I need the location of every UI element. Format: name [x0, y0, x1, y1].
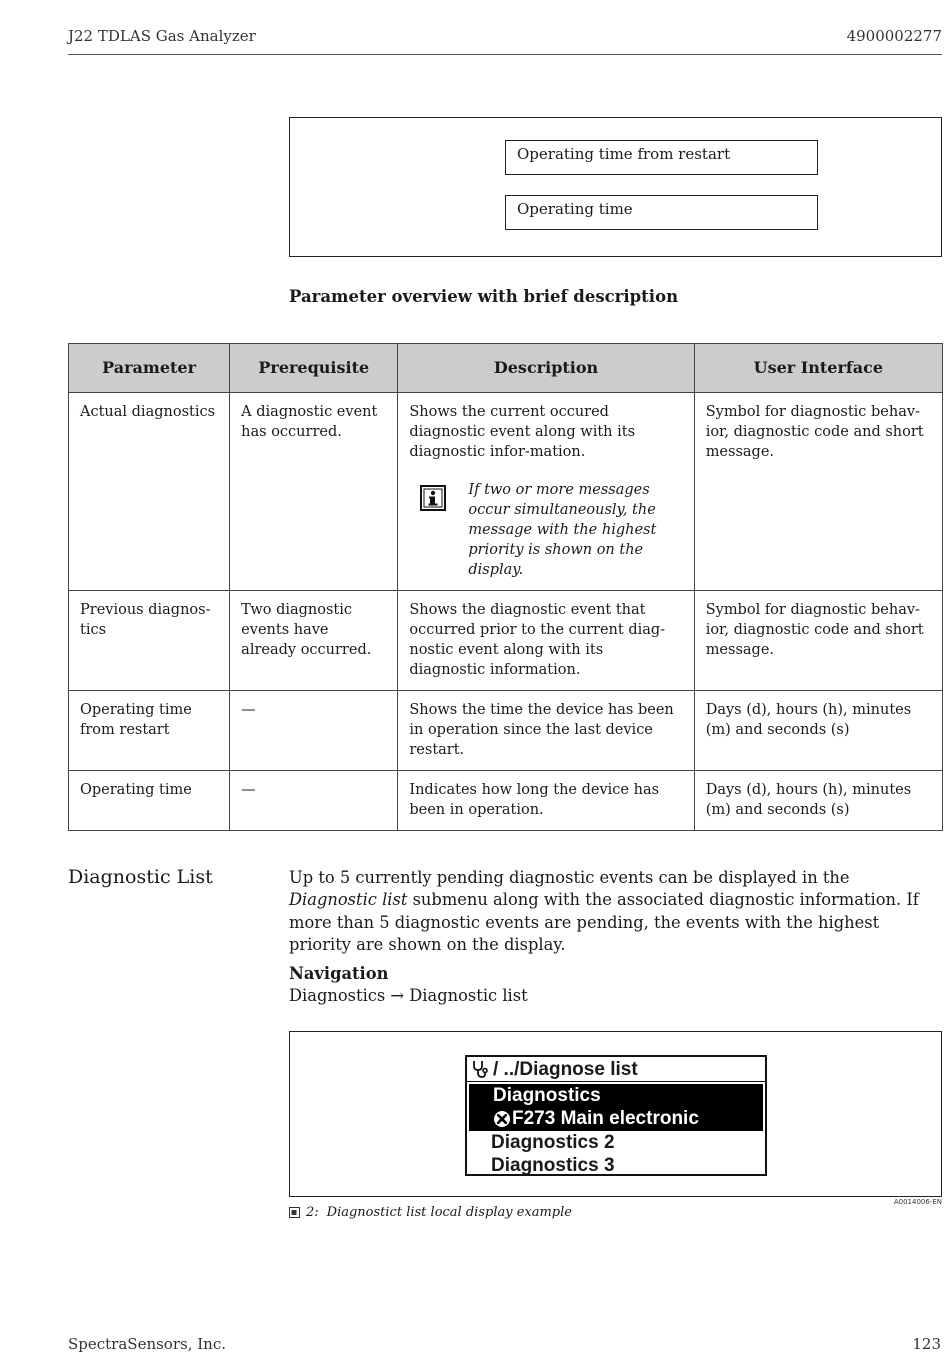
local-display	[465, 1055, 767, 1176]
menu-item-operating-time: Operating time	[505, 195, 818, 230]
diagnostic-event-text: F273 Main electronic	[512, 1108, 699, 1129]
display-row-diagnostic-event[interactable]	[493, 1107, 699, 1130]
column-header-description: Description	[398, 344, 694, 393]
table-row	[69, 591, 943, 691]
cell-parameter: Operating time from restart	[69, 691, 230, 771]
para-text-1: Up to 5 currently pending diagnostic events can be displayed in the	[289, 868, 850, 887]
menu-item-operating-time-from-restart: Operating time from restart	[505, 140, 818, 175]
info-icon	[420, 485, 446, 511]
figure-caption	[289, 1205, 572, 1220]
table-row	[69, 393, 943, 591]
cell-description: Shows the diagnostic event that occurred prior to the current diag-nostic event along with its diagnostic information.	[398, 591, 694, 691]
cell-user-interface: Days (d), hours (h), minutes (m) and seconds (s)	[694, 691, 942, 771]
navigation-label: Navigation	[289, 964, 389, 983]
cell-parameter: Previous diagnos-tics	[69, 591, 230, 691]
header-document-number: 4900002277	[846, 27, 942, 45]
cell-prerequisite: —	[230, 691, 398, 771]
header-document-title: J22 TDLAS Gas Analyzer	[68, 27, 256, 45]
display-title-divider	[467, 1081, 765, 1082]
description-text: Shows the current occured diagnostic event along with its diagnostic infor-mation.	[409, 404, 636, 460]
cell-prerequisite: A diagnostic event has occurred.	[230, 393, 398, 591]
cell-parameter: Actual diagnostics	[69, 393, 230, 591]
display-row-diagnostics-3[interactable]: Diagnostics 3	[491, 1155, 615, 1176]
column-header-prerequisite: Prerequisite	[230, 344, 398, 393]
column-header-user-interface: User Interface	[694, 344, 942, 393]
cell-prerequisite: —	[230, 771, 398, 831]
diagnostic-list-display-figure	[289, 1031, 942, 1197]
table-row	[69, 691, 943, 771]
page-number: 123	[912, 1335, 941, 1353]
cell-description: Indicates how long the device has been in operation.	[398, 771, 694, 831]
navigation-path: Diagnostics → Diagnostic list	[289, 986, 528, 1005]
cell-description: Shows the time the device has been in operation since the last device restart.	[398, 691, 694, 771]
footer-company: SpectraSensors, Inc.	[68, 1335, 226, 1353]
para-italic-term: Diagnostic list	[289, 890, 408, 910]
display-row-diagnostics[interactable]: Diagnostics	[493, 1085, 601, 1106]
diagnostic-list-heading: Diagnostic List	[68, 866, 213, 888]
table-header-row	[69, 344, 943, 393]
diagnostic-list-paragraph	[289, 867, 941, 956]
table-row	[69, 771, 943, 831]
display-row-diagnostics-2[interactable]: Diagnostics 2	[491, 1132, 615, 1153]
display-selected-block	[469, 1084, 763, 1131]
column-header-parameter: Parameter	[69, 344, 230, 393]
stethoscope-icon	[471, 1059, 489, 1079]
parameter-table	[68, 343, 943, 831]
figure-icon	[289, 1207, 300, 1218]
note-text: If two or more messages occur simultaneously, the message with the highest priority is shown on the display.	[468, 482, 657, 578]
section-title: Parameter overview with brief description	[289, 287, 679, 306]
cell-user-interface: Days (d), hours (h), minutes (m) and seconds (s)	[694, 771, 942, 831]
cell-prerequisite: Two diagnostic events have already occurred.	[230, 591, 398, 691]
cell-parameter: Operating time	[69, 771, 230, 831]
cell-description	[398, 393, 694, 591]
info-note	[409, 480, 682, 580]
cell-user-interface: Symbol for diagnostic behav-ior, diagnostic code and short message.	[694, 591, 942, 691]
failure-icon	[493, 1110, 511, 1128]
header-divider	[68, 54, 942, 55]
figure-caption-text: Diagnostict list local display example	[326, 1205, 572, 1220]
display-title-bar	[471, 1057, 638, 1081]
para-text-2: submenu along with the associated diagnostic information. If more than 5 diagnostic events are pending, the events with the highest priority are shown on the display.	[289, 890, 919, 954]
figure-code: A0014006-EN	[893, 1198, 942, 1206]
cell-user-interface: Symbol for diagnostic behav-ior, diagnostic code and short message.	[694, 393, 942, 591]
operating-time-menu-figure	[289, 117, 942, 257]
figure-caption-number: 2:	[306, 1205, 319, 1220]
display-title: / ../Diagnose list	[493, 1058, 638, 1080]
